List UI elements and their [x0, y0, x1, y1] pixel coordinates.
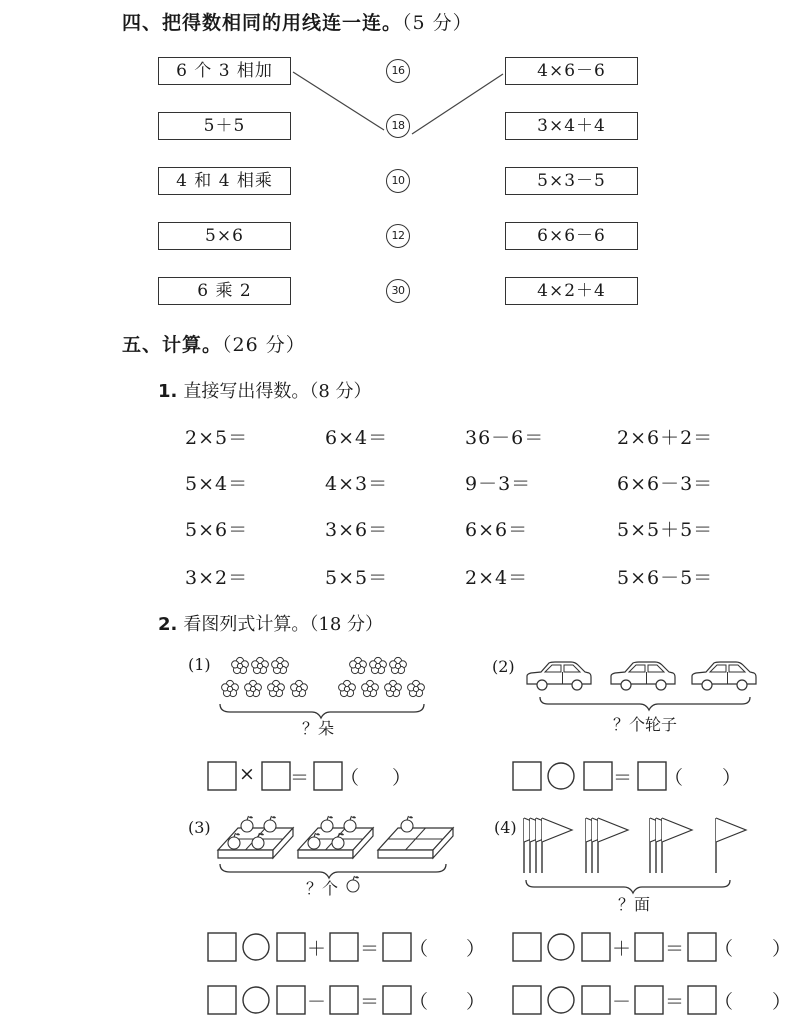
right-box-5[interactable]: 4×2＋4 — [505, 277, 638, 305]
q2-number: 2. — [158, 614, 178, 635]
section-4-points: （5 分） — [402, 12, 473, 34]
calc-item[interactable]: 2×5＝ — [185, 427, 249, 449]
calc-item[interactable]: 36－6＝ — [465, 427, 545, 449]
unit-paren-open: （ — [340, 767, 361, 789]
operator-circle[interactable] — [548, 934, 574, 960]
equals-sign: ＝ — [360, 938, 381, 960]
calc-item[interactable]: 5×6－5＝ — [617, 567, 714, 589]
calc-item[interactable]: 3×2＝ — [185, 567, 249, 589]
equals-sign: ＝ — [360, 991, 381, 1013]
section-5-points: （26 分） — [222, 334, 306, 356]
operator-circle[interactable] — [243, 987, 269, 1013]
equals-sign: ＝ — [290, 767, 311, 789]
problem-3-label: (3) — [188, 818, 211, 837]
answer-box[interactable] — [277, 986, 305, 1014]
left-box-1[interactable]: 6 个 3 相加 — [158, 57, 291, 85]
unit-paren-close: ） — [722, 767, 743, 789]
q1-points: （8 分） — [309, 381, 372, 402]
q1-title: 直接写出得数。 — [183, 381, 310, 402]
unit-paren-close: ） — [772, 938, 793, 960]
calc-item[interactable]: 6×6＝ — [465, 519, 529, 541]
answer-box[interactable] — [383, 986, 411, 1014]
section-5-title: 五、计算。 — [122, 334, 223, 356]
answer-box[interactable] — [330, 933, 358, 961]
left-box-2[interactable]: 5＋5 — [158, 112, 291, 140]
answer-box[interactable] — [330, 986, 358, 1014]
problem-4-label: (4) — [494, 818, 517, 837]
unit-paren-open: （ — [409, 938, 430, 960]
q2-points: （18 分） — [309, 614, 384, 635]
q1-number: 1. — [158, 381, 178, 402]
answer-box[interactable] — [383, 933, 411, 961]
middle-number-2[interactable]: 18 — [386, 114, 410, 138]
operator-circle[interactable] — [243, 934, 269, 960]
answer-box[interactable] — [688, 933, 716, 961]
problem-1-label: (1) — [188, 655, 211, 674]
answer-box[interactable] — [635, 933, 663, 961]
right-box-3[interactable]: 5×3－5 — [505, 167, 638, 195]
calc-item[interactable]: 5×4＝ — [185, 473, 249, 495]
problem-1-caption: ？朵 — [302, 719, 335, 738]
left-box-5[interactable]: 6 乘 2 — [158, 277, 291, 305]
unit-paren-close: ） — [392, 767, 413, 789]
calc-item[interactable]: 9－3＝ — [465, 473, 532, 495]
plus-sign: ＋ — [307, 938, 328, 960]
unit-paren-open: （ — [714, 991, 735, 1013]
middle-number-3[interactable]: 10 — [386, 169, 410, 193]
q2-title: 看图列式计算。 — [183, 614, 310, 635]
calc-item[interactable]: 5×5＝ — [325, 567, 389, 589]
answer-box[interactable] — [208, 933, 236, 961]
minus-sign: － — [307, 991, 328, 1013]
answer-box[interactable] — [582, 986, 610, 1014]
unit-paren-open: （ — [664, 767, 685, 789]
calc-item[interactable]: 6×6－3＝ — [617, 473, 714, 495]
answer-box[interactable] — [513, 933, 541, 961]
problem-2-label: (2) — [492, 657, 515, 676]
unit-paren-open: （ — [409, 991, 430, 1013]
section-4-title: 四、把得数相同的用线连一连。 — [122, 12, 403, 34]
problem-2-caption: ？个轮子 — [613, 715, 678, 734]
answer-box[interactable] — [513, 986, 541, 1014]
unit-paren-close: ） — [466, 991, 487, 1013]
right-box-4[interactable]: 6×6－6 — [505, 222, 638, 250]
right-box-2[interactable]: 3×4＋4 — [505, 112, 638, 140]
calc-item[interactable]: 6×4＝ — [325, 427, 389, 449]
plus-sign: ＋ — [612, 938, 633, 960]
operator-circle[interactable] — [548, 987, 574, 1013]
calc-item[interactable]: 5×6＝ — [185, 519, 249, 541]
unit-paren-close: ） — [466, 938, 487, 960]
answer-box[interactable] — [208, 986, 236, 1014]
right-box-1[interactable]: 4×6－6 — [505, 57, 638, 85]
left-box-4[interactable]: 5×6 — [158, 222, 291, 250]
unit-paren-close: ） — [772, 991, 793, 1013]
answer-box[interactable] — [277, 933, 305, 961]
answer-box[interactable] — [582, 933, 610, 961]
answer-box[interactable] — [635, 986, 663, 1014]
calc-item[interactable]: 3×6＝ — [325, 519, 389, 541]
calc-item[interactable]: 5×5＋5＝ — [617, 519, 714, 541]
middle-number-4[interactable]: 12 — [386, 224, 410, 248]
problem-3-caption: ？个 — [306, 879, 339, 898]
unit-paren-open: （ — [714, 938, 735, 960]
middle-number-5[interactable]: 30 — [386, 279, 410, 303]
middle-number-1[interactable]: 16 — [386, 59, 410, 83]
calc-item[interactable]: 4×3＝ — [325, 473, 389, 495]
calc-item[interactable]: 2×4＝ — [465, 567, 529, 589]
times-sign: × — [239, 763, 256, 785]
left-box-3[interactable]: 4 和 4 相乘 — [158, 167, 291, 195]
problem-4-caption: ？面 — [618, 895, 651, 914]
equals-sign: ＝ — [613, 767, 634, 789]
answer-box[interactable] — [688, 986, 716, 1014]
calc-item[interactable]: 2×6＋2＝ — [617, 427, 714, 449]
minus-sign: － — [612, 991, 633, 1013]
equals-sign: ＝ — [665, 938, 686, 960]
equals-sign: ＝ — [665, 991, 686, 1013]
